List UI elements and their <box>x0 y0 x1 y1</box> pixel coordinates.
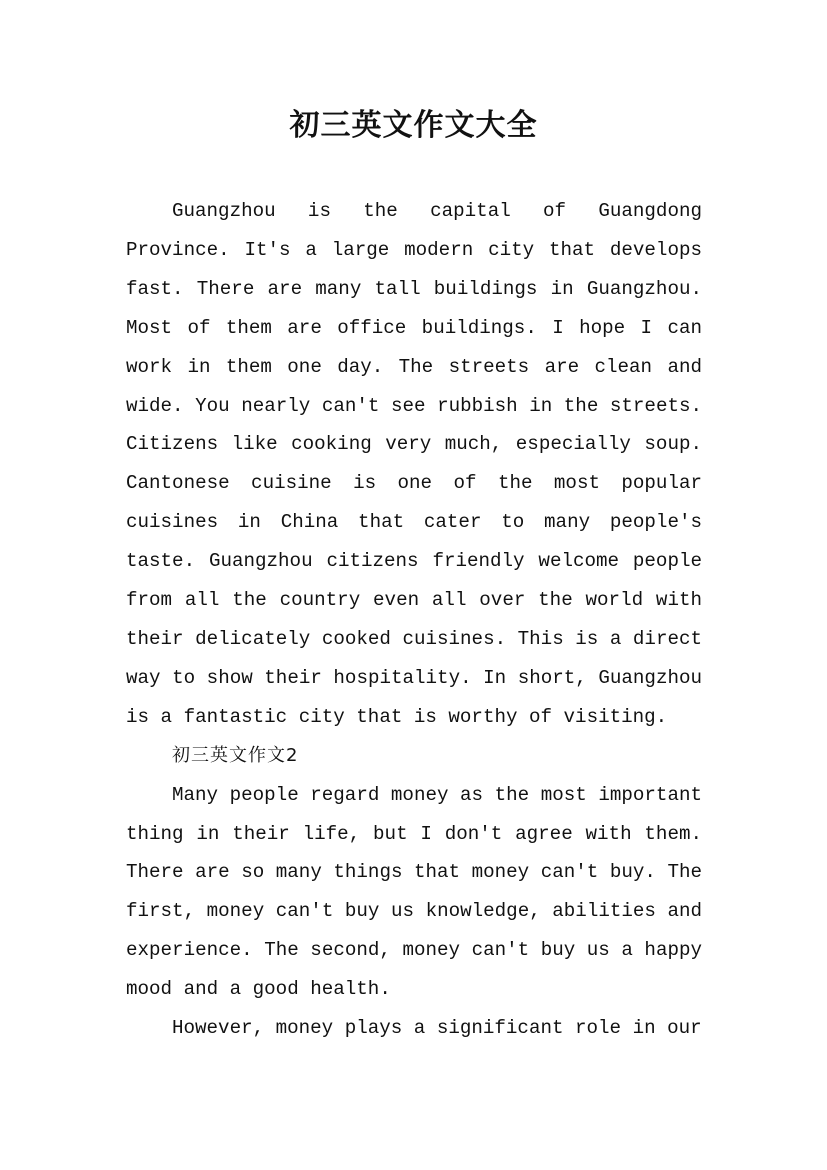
paragraph-guangzhou: Guangzhou is the capital of Guangdong Province. It's a large modern city that develops fast. There are many tall buildings in Guangzhou. Most of them are office buildings. I hope I can work in them one day. The streets are clean and wide. You nearly can't see rubbish in the streets. Citizens like cooking very much, especially soup. Cantonese cuisine is one of the most popular cuisines in China that cater to many people's taste. Guangzhou citizens friendly welcome people from all the country even all over the world with their delicately cooked cuisines. This is a direct way to show their hospitality. In short, Guangzhou is a fantastic city that is worthy of visiting. <box>126 200 702 728</box>
section-heading: 初三英文作文2 <box>172 744 299 766</box>
document-body <box>126 192 702 1048</box>
paragraph-money: Many people regard money as the most important thing in their life, but I don't agree with them. There are so many things that money can't buy. The first, money can't buy us knowledge, abilities and experience. The second, money can't buy us a happy mood and a good health. <box>126 783 702 1001</box>
paragraph-however: However, money plays a significant role in our <box>172 1017 702 1040</box>
document-title: 初三英文作文大全 <box>289 108 538 143</box>
